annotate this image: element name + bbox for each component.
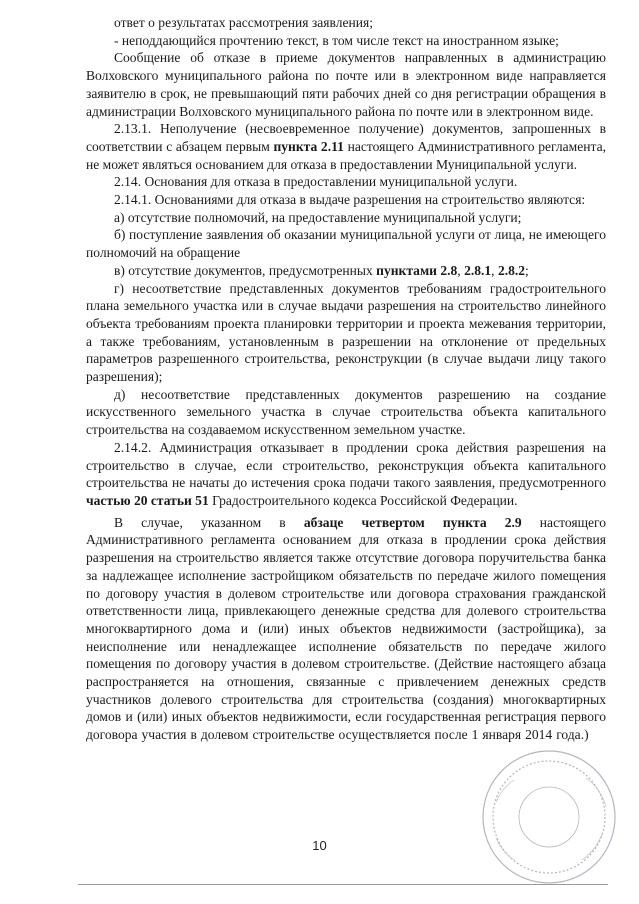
page-number: 10 — [312, 838, 327, 853]
text-run: - неподдающийся прочтению текст, в том числе текст на иностранном языке; — [114, 32, 559, 48]
paragraph-p3 — [86, 49, 606, 120]
text-run: а) отсутствие полномочий, на предоставление муниципальной услуги; — [114, 209, 522, 225]
bold-reference: пункта 2.11 — [273, 138, 344, 154]
text-run: в) отсутствие документов, предусмотренных — [114, 262, 377, 278]
text-run: Сообщение об отказе в приеме документов направленных в администрацию Волховского муниципального района по почте или в электронном виде направляется заявителю в срок, не превышающий пяти рабочих дней со дня регистрации обращения в администрации Волховского муниципального района по почте или в электронном виде. — [86, 50, 606, 119]
paragraph-p4 — [86, 120, 606, 173]
paragraph-p8 — [86, 226, 606, 261]
text-run: настоящего Административного регламента основанием для отказа в продлении срока действия разрешения на строительство является также отсутствие договора поручительства банка за надлежащее исполнение застройщиком обязательств по передаче жилого помещения по договору участия в долевом строительстве или договора страхования гражданской ответственности лица, привлекающего денежные средства для долевого строительства многоквартирного дома и (или) иных объектов недвижимости (застройщика), за неисполнение или ненадлежащее исполнение обязательств по передаче жилого помещения по договору участия в долевом строительстве. (Действие настоящего абзаца распространяется на отношения, связанные с привлечением денежных средств участников долевого строительства для строительства (создания) многоквартирных домов и (или) иных объектов недвижимости, если государственная регистрация первого договора участия в долевом строительстве осуществляется после 1 января 2014 года.) — [86, 514, 607, 743]
bold-reference: пунктами 2.8 — [376, 262, 458, 278]
text-run: Градостроительного кодекса Российской Федерации. — [208, 492, 518, 508]
text-run: ; — [525, 262, 529, 278]
paragraph-p13 — [86, 514, 606, 744]
text-run: ответ о результатах рассмотрения заявления; — [114, 15, 373, 30]
paragraph-p2 — [86, 32, 606, 50]
text-run: , — [491, 262, 498, 278]
seal-stamp-icon — [474, 742, 624, 892]
paragraph-p9 — [86, 262, 606, 280]
text-run: настоящего Административного регламента, не может являться основанием для отказа в предоставлении Муниципальной услуги. — [86, 138, 606, 172]
text-run: , — [457, 262, 465, 278]
text-run: В случае, указанном в — [114, 514, 304, 530]
text-run: 2.14. Основания для отказа в предоставлении муниципальной услуги. — [114, 174, 518, 190]
text-run: 2.14.2. Администрация отказывает в продлении срока действия разрешения на строительство в случае, если строительство, реконструкция объекта капитального строительства не начаты до истечения срока подачи такого заявления, предусмотренного — [86, 439, 606, 491]
paragraph-p5 — [86, 173, 606, 191]
text-run: б) поступление заявления об оказании муниципальной услуги от лица, не имеющего полномочий на обращение — [86, 227, 606, 261]
paragraph-p1 — [86, 14, 606, 32]
bold-reference: частью 20 статьи 51 — [86, 492, 209, 508]
bold-reference: абзаце четвертом пункта 2.9 — [303, 514, 522, 530]
text-run: д) несоответствие представленных документов разрешению на создание искусственного земельного участка в случае строительства объекта капитального строительства на создаваемом искусственном земельном участке. — [86, 386, 606, 438]
document-body — [86, 14, 606, 744]
bold-reference: 2.8.1 — [464, 262, 492, 278]
text-run: 2.13.1. Неполучение (несвоевременное получение) документов, запрошенных в соответствии с абзацем первым — [86, 121, 606, 154]
bottom-rule — [78, 884, 608, 885]
text-run: г) несоответствие представленных документов требованиям градостроительного плана земельного участка или в случае выдачи разрешения на строительство линейного объекта требованиям проекта планировки территории и проекта межевания территории, а также требованиям, установленным в разрешении на отклонение от предельных параметров разрешенного строительства, реконструкции (в случае выдачи лицу такого разрешения); — [86, 280, 606, 385]
bold-reference: 2.8.2 — [497, 262, 526, 278]
paragraph-p6 — [86, 191, 606, 209]
paragraph-p12 — [86, 439, 606, 510]
paragraph-p11 — [86, 386, 606, 439]
paragraph-p10 — [86, 280, 606, 386]
paragraph-p7 — [86, 209, 606, 227]
text-run: 2.14.1. Основаниями для отказа в выдаче разрешения на строительство являются: — [114, 192, 586, 208]
